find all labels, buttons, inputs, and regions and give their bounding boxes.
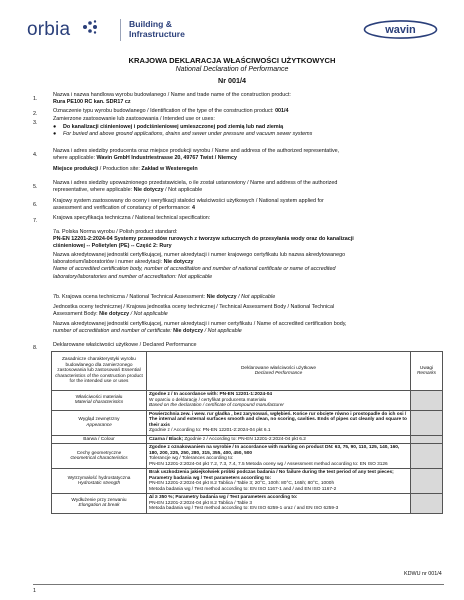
section-number: 7. bbox=[33, 218, 38, 224]
table-row bbox=[52, 391, 443, 411]
table-cell: Δl ≥ 350 %; Parametry badania wg / Test parameters according to: PN-EN 12201-2:2024-04 pkt 8.2 Tablica / Table 3 Metoda badania wg / Test method according to: EN ISO 6259-1 oraz / and EN ISO 6259-3 bbox=[147, 494, 411, 514]
header-cell: Zasadnicze charakterystyki wyrobu budowlanego dla zamierzonego zastosowania lub zastosowań Essential characteristics of the construction product for the intended use or uses bbox=[52, 352, 147, 391]
table-cell bbox=[411, 444, 443, 469]
table-cell: Brak uszkodzenia jakiejkolwiek próbki podczas badania / No failure during the test period of any test pieces; Parametry badania wg / Test parameters according to: PN-EN 12201-2:2024-04 pkt 8.2 Tablica / Table 3; 20°C, 100h: 80°C, 165h; 80°C, 1000h Metoda badania wg / Test method according to: EN ISO 1167-1 and / and EN ISO 1167-2 bbox=[147, 469, 411, 494]
table-cell: Zgodne z oznakowaniem na wyrobie / In accordance with marking on product DN: 63, 75, 90, 110, 125, 140, 160, 180, 200, 225, 250, 280, 315, 355, 400, 450, 500 Tolerancje wg / Tolerances according to: PN-EN 12201-2:2024-04 pkt 7.2, 7.3, 7.4, 7.5 Metoda oceny wg / Assessment method according to: EN ISO 3126 bbox=[147, 444, 411, 469]
section-8: Deklarowane właściwości użytkowe / Declared Performance bbox=[53, 342, 197, 348]
table-cell bbox=[411, 391, 443, 411]
section-7: Krajowa specyfikacja techniczna / National technical specification: bbox=[53, 215, 211, 221]
footer-divider bbox=[33, 584, 444, 585]
table-cell: Właściwości materiału Material characteristics bbox=[52, 391, 147, 411]
declared-performance-table bbox=[51, 351, 443, 514]
section-7b: 7b. Krajowa ocena techniczna / National Technical Assessment: Nie dotyczy / Not applicable Jednostka oceny technicznej / Krajowa jednostka oceny technicznej / Technical Assessment Body / National Technical Assessment Body: Nie dotyczy / Not applicable Nazwa akredytowanej jednostki certyfikującej, numer akredytacji i numer certyfikatu / Name of accredited certification body, number of accreditation and number of certificate: Nie dotyczy / Not applicable bbox=[53, 294, 347, 335]
bullet-list bbox=[53, 124, 445, 138]
footer-doc-reference: KDWU nr 001/4 bbox=[404, 571, 442, 577]
table-row bbox=[52, 494, 443, 514]
section-number: 4. bbox=[33, 152, 38, 158]
table-cell bbox=[411, 410, 443, 435]
section-3: Zamierzone zastosowanie lub zastosowania / Intended use or uses: bbox=[53, 116, 215, 122]
table-cell: Powierzchnia zew. i wew. rur gładka , bez zarysowań, wgłębień. Końce rur obcięte równo i prostopadle do ich osi / The internal and external surfaces smooth and clean, no scoring, cavities. Ends of pipes cut cleanly and square to their axis Zgodnie z / According to: PN-EN 12201-2:2024-04 pkt 6.1 bbox=[147, 410, 411, 435]
section-number: 6. bbox=[33, 202, 38, 208]
table-cell: Cechy geometryczne Geometrical characteristics bbox=[52, 444, 147, 469]
section-number: 8. bbox=[33, 345, 38, 351]
list-item: ● For buried and above ground applications, drains and sewer under pressure and vacuum sewer systems bbox=[53, 131, 313, 137]
table-cell: Czarna / Black; Zgodnie z / According to: PN-EN 12201-2:2024-04 pkt 6.2 bbox=[147, 435, 411, 444]
table-row bbox=[52, 435, 443, 444]
building-infrastructure-label: Building & Infrastructure bbox=[129, 19, 185, 39]
table-row bbox=[52, 469, 443, 494]
table-cell bbox=[411, 435, 443, 444]
orbia-dots-icon bbox=[81, 19, 99, 35]
wavin-logo bbox=[363, 20, 438, 39]
section-5: Nazwa i adres siedziby upoważnionego przedstawiciela, o ile został ustanowiony / Name and address of the authorized representative, where applicable: Nie dotyczy / Not applicable bbox=[53, 180, 338, 194]
document-title: KRAJOWA DEKLARACJA WŁAŚCIWOŚCI UŻYTKOWYCH bbox=[128, 56, 336, 65]
section-number: 2. bbox=[33, 111, 38, 117]
wavin-wordmark: wavin bbox=[385, 24, 416, 37]
table-cell bbox=[411, 469, 443, 494]
section-number: 5. bbox=[33, 184, 38, 190]
table-header-row bbox=[52, 352, 443, 391]
table-cell: Zgodne z / In accordance with: PN-EN 12201-1:2024-04 W oparciu o deklarację / certyfikat producenta materiału Based on the declaration / certificate of compound manufacturer bbox=[147, 391, 411, 411]
page-number: 1 bbox=[33, 588, 36, 594]
header-cell: Deklarowane właściwości użytkowe Declared Performance bbox=[147, 352, 411, 391]
section-4: Nazwa i adres siedziby producenta oraz miejsce produkcji wyrobu / Name and address of the authorized representative, where applicable: Wavin GmbH Industriestrasse 20, 49767 Twist / Niemcy Miejsce produkcji / Production site: Zakład w Westeregeln bbox=[53, 148, 340, 173]
table-row bbox=[52, 410, 443, 435]
header-cell: Uwagi Remarks bbox=[411, 352, 443, 391]
header-divider bbox=[120, 19, 121, 41]
table-cell: Wydłużenie przy zerwaniu Elongation at break bbox=[52, 494, 147, 514]
table-cell: Barwa / Colour bbox=[52, 435, 147, 444]
section-1: Nazwa i nazwa handlowa wyrobu budowlanego / Name and trade name of the construction product: Rura PE100 RC kan. SDR17 cz bbox=[53, 92, 291, 106]
section-number: 3. bbox=[33, 120, 38, 126]
table-cell: Wytrzymałość hydrostatyczna Hydrostatic strength bbox=[52, 469, 147, 494]
section-number: 1. bbox=[33, 96, 38, 102]
document-subtitle: National Declaration of Performance bbox=[175, 66, 289, 73]
table-cell bbox=[411, 494, 443, 514]
section-7a: 7a. Polska Norma wyrobu / Polish product standard: PN-EN 12201-2:2024-04 Systemy przewodów rurowych z tworzyw sztucznych do przesyłania wody oraz do kanalizacji ciśnieniowej -- Polietylen (PE) -- Część 2: Rury Nazwa akredytowanej jednostki certyfikującej, numer akredytacji i numer krajowego certyfikatu lub nazwa akredytowanego laboratorium/laboratoriów i numer akredytacji: Nie dotyczy Name of accredited certification body, number of accreditation and number of national certificate or name of accredited laboratory/laboratories and number of accreditation: Not applicable bbox=[53, 229, 354, 280]
section-6: Krajowy system zastosowany do oceny i weryfikacji stałości właściwości użytkowych / National system applied for assessment and verification of constancy of performance: 4 bbox=[53, 198, 324, 212]
orbia-wordmark: orbia bbox=[27, 19, 71, 40]
list-item: ● Do kanalizacji ciśnieniowej i podciśnieniowej umieszczonej pod ziemią lub nad ziemią bbox=[53, 124, 284, 130]
table-row bbox=[52, 444, 443, 469]
table-cell: Wygląd zewnętrzny Appearance bbox=[52, 410, 147, 435]
orbia-logo bbox=[27, 19, 97, 43]
document-number: Nr 001/4 bbox=[218, 76, 246, 85]
section-2: Oznaczenie typu wyrobu budowlanego / Identification of the type of the construction product: 001/4 bbox=[53, 108, 289, 114]
